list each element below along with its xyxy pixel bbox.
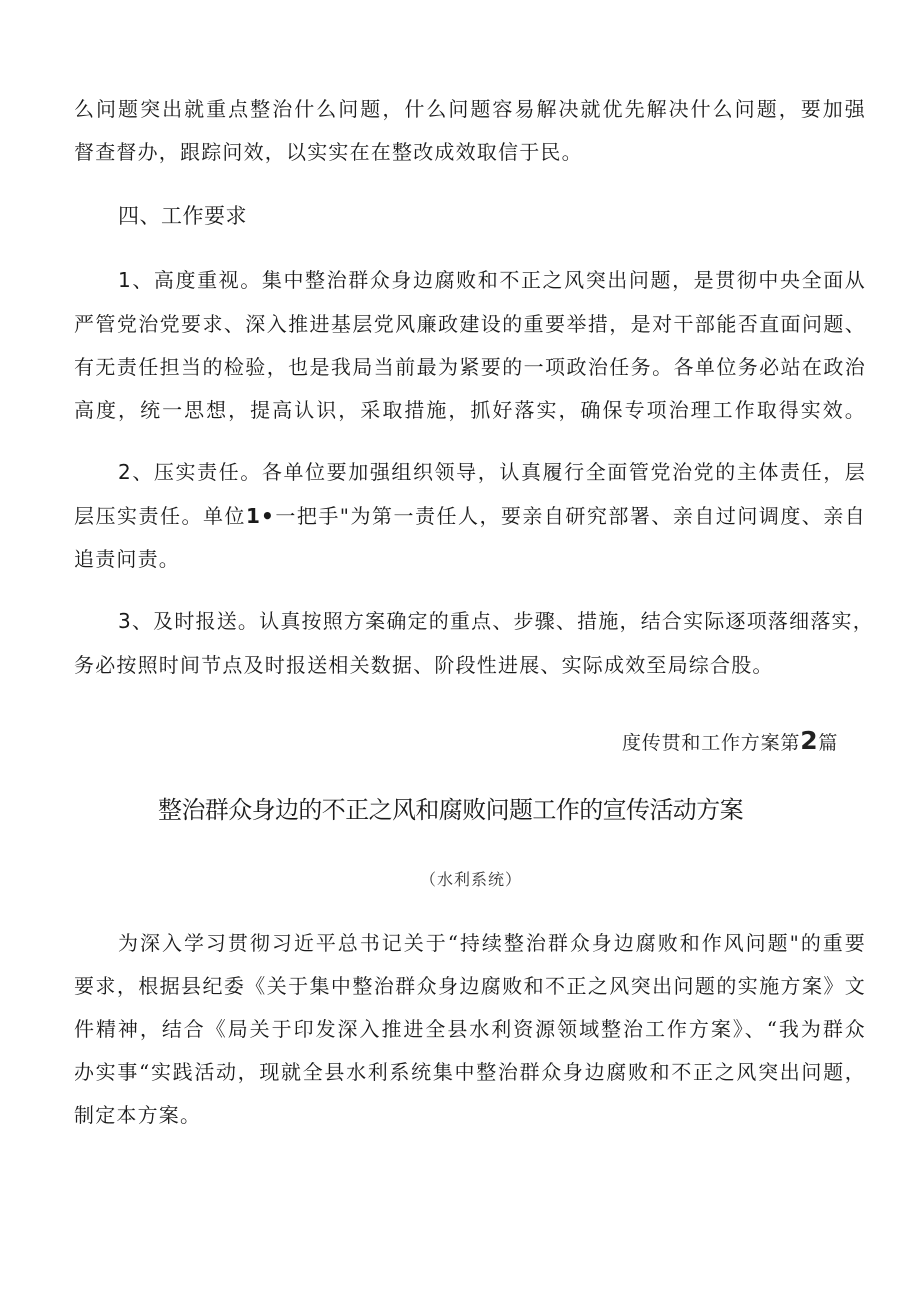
document-title: 整治群众身边的不正之风和腐败问题工作的宣传活动方案 xyxy=(158,796,743,824)
item-text: 、高度重视。集中整治群众身边腐败和不正之风突出问题，是贯彻中央全面从 xyxy=(131,268,866,292)
section-heading: 四、工作要求 xyxy=(118,204,247,228)
paragraph-line: 高度，统一思想，提高认识，采取措施，抓好落实，确保专项治理工作取得实效。 xyxy=(74,398,866,422)
paragraph-line: 严管党治党要求、深入推进基层党风廉政建设的重要举措，是对干部能否直面问题、 xyxy=(74,312,866,336)
part-label-text: 度传贯和工作方案第 xyxy=(622,732,801,754)
paragraph-line: 追责问责。 xyxy=(74,547,180,571)
paragraph-line xyxy=(74,607,874,635)
part-label-suffix: 篇 xyxy=(818,732,839,754)
paragraph-line: 督查督办，跟踪问效，以实实在在整改成效取信于民。 xyxy=(74,140,583,164)
item-text: 、压实责任。各单位要加强组织领导，认真履行全面管党治党的主体责任，层 xyxy=(131,460,866,484)
paragraph-line: 为深入学习贯彻习近平总书记关于“持续整治群众身边腐败和作风问题"的重要 xyxy=(118,931,866,955)
item-text-number: 1• xyxy=(245,504,276,528)
item-number: 2 xyxy=(118,460,132,484)
item-text: 一把手"为第一责任人，要亲自研究部署、亲自过问调度、亲自 xyxy=(275,504,866,528)
paragraph-line: 要求，根据县纪委《关于集中整治群众身边腐败和不正之风突出问题的实施方案》文 xyxy=(74,974,866,998)
item-number: 3 xyxy=(118,609,132,633)
paragraph-line xyxy=(74,266,866,294)
paragraph-line xyxy=(74,458,866,486)
paragraph-line xyxy=(74,502,866,530)
paragraph-line: 务必按照时间节点及时报送相关数据、阶段性进展、实际成效至局综合股。 xyxy=(74,653,774,677)
item-number: 1 xyxy=(118,268,132,292)
paragraph-line: 么问题突出就重点整治什么问题，什么问题容易解决就优先解决什么问题，要加强 xyxy=(74,97,866,121)
part-label-number: 2 xyxy=(800,726,819,755)
paragraph-line: 制定本方案。 xyxy=(74,1103,202,1127)
paragraph-line: 有无责任担当的检验，也是我局当前最为紧要的一项政治任务。各单位务必站在政治 xyxy=(74,355,866,379)
item-text: 层压实责任。单位 xyxy=(74,504,246,528)
paragraph-line: 件精神，结合《局关于印发深入推进全县水利资源领域整治工作方案》、“我为群众 xyxy=(74,1017,866,1041)
paragraph-line: 办实事“实践活动，现就全县水利系统集中整治群众身边腐败和不正之风突出问题， xyxy=(74,1060,866,1084)
part-label xyxy=(622,727,838,757)
item-text: 、及时报送。认真按照方案确定的重点、步骤、措施，结合实际逐项落细落实， xyxy=(131,609,874,633)
document-subtitle: （水利系统） xyxy=(420,870,523,889)
